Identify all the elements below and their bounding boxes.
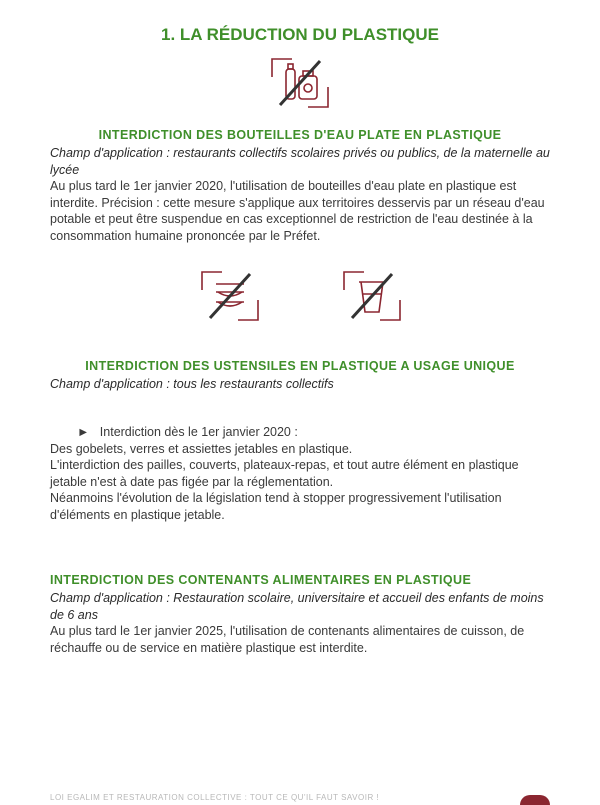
bullet-arrow-icon: ► <box>77 425 90 439</box>
section-utensils-text <box>50 424 550 523</box>
utensils-line: Néanmoins l'évolution de la législation tend à stopper progressivement l'utilisation d'éléments en plastique jetable. <box>50 491 502 522</box>
section-heading-utensils: INTERDICTION DES USTENSILES EN PLASTIQUE A USAGE UNIQUE <box>85 359 515 373</box>
page-title: 1. LA RÉDUCTION DU PLASTIQUE <box>161 25 439 44</box>
footer-text: LOI EGALIM ET RESTAURATION COLLECTIVE : TOUT CE QU'IL FAUT SAVOIR ! <box>50 793 380 802</box>
bullet-text: Interdiction dès le 1er janvier 2020 : <box>99 425 298 439</box>
cup-ban-icon <box>342 270 402 322</box>
section-containers-scope: Champ d'application : Restauration scolaire, universitaire et accueil des enfants de moins de 6 ans <box>50 591 544 622</box>
footer-logo <box>520 795 550 805</box>
section-containers-text <box>50 590 550 656</box>
bottle-ban-icon <box>270 57 330 109</box>
section-bottles-text <box>50 145 550 244</box>
section-containers-body: Au plus tard le 1er janvier 2025, l'utilisation de contenants alimentaires de cuisson, de réchauffe ou de service en matière plastique est interdite. <box>50 624 525 655</box>
section-heading-containers: INTERDICTION DES CONTENANTS ALIMENTAIRES EN PLASTIQUE <box>50 573 472 587</box>
plate-ban-icon <box>200 270 260 322</box>
list-item <box>50 424 550 441</box>
section-bottles-scope: Champ d'application : restaurants collectifs scolaires privés ou publics, de la maternelle au lycée <box>50 146 550 177</box>
utensils-line: Des gobelets, verres et assiettes jetables en plastique. <box>50 441 353 456</box>
utensils-line: L'interdiction des pailles, couverts, plateaux-repas, et tout autre élément en plastique jetable n'est à date pas figée par la réglementation. <box>50 458 519 489</box>
section-bottles-body: Au plus tard le 1er janvier 2020, l'utilisation de bouteilles d'eau plate en plastique est interdite. Précision : cette mesure s'applique aux territoires desservis par un réseau d'eau potable et peut être suspendue en cas exceptionnel de restriction de l'eau destinée à la consommation humaine prononcée par le Préfet. <box>50 179 545 243</box>
section-utensils-scope: Champ d'application : tous les restaurants collectifs <box>50 377 334 391</box>
section-heading-bottles: INTERDICTION DES BOUTEILLES D'EAU PLATE EN PLASTIQUE <box>98 128 502 142</box>
